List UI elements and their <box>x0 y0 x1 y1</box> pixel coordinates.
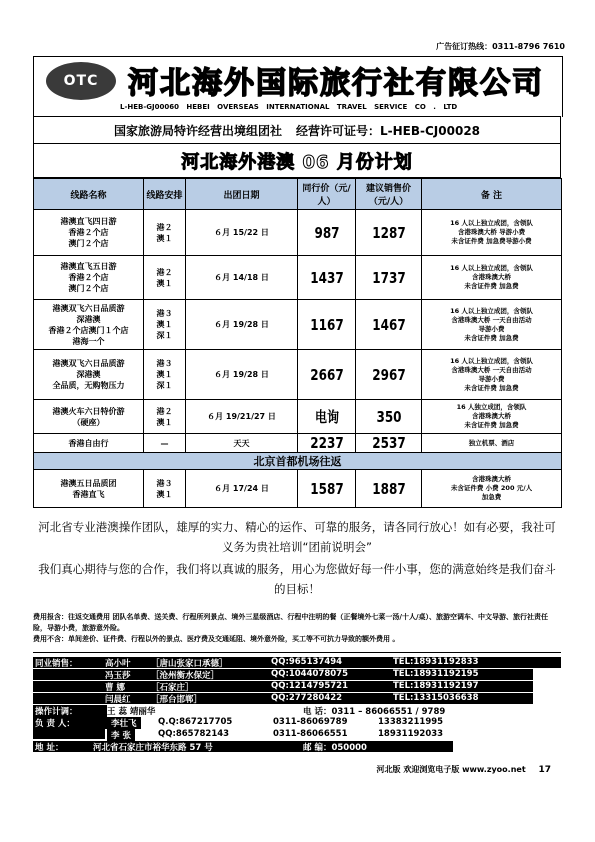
license-authority: 国家旅游局特许经营出境组团社 <box>113 123 282 138</box>
table-row <box>34 210 562 256</box>
cell-line: 16 人以上独立成团，含领队 <box>450 219 533 227</box>
header-peer-price: 同行价（元/人） <box>298 179 356 210</box>
sales-qq: QQ:277280422 <box>271 693 343 703</box>
ops-row <box>33 705 561 716</box>
ops-names: 王 蕊 靖丽华 <box>107 707 156 717</box>
promo-paragraph-1: 河北省专业港澳操作团队，雄厚的实力、精心的运作、可靠的服务，请各同行放心！如有必要，我社可义务为贵社培训“团前说明会” <box>38 520 556 554</box>
cell-line: 港澳双飞六日品质游 <box>52 303 125 313</box>
route-notes <box>422 400 562 434</box>
route-notes <box>422 434 562 453</box>
ad-hotline: 广告征订热线：0311-8796 7610 <box>436 42 565 51</box>
cell-line: 加急费 <box>481 493 502 501</box>
manager-tel: 0311-86066551 <box>273 729 348 739</box>
page-number: 17 <box>538 765 551 775</box>
manager-label: 负 责 人： <box>33 717 107 729</box>
peer-price: 987 <box>303 210 349 256</box>
sales-name: 曹 娜 <box>105 683 125 693</box>
route-schedule <box>144 434 186 453</box>
cell-line: 澳门２个店 <box>68 239 109 248</box>
retail-price: 1467 <box>362 300 415 350</box>
header-route-name: 线路名称 <box>34 179 144 210</box>
cell-line: 澳门２个店 <box>68 284 109 293</box>
manager-mobile: 13383211995 <box>378 717 444 727</box>
cell-line: 含港珠澳大桥 <box>472 273 511 281</box>
table-row <box>34 300 562 350</box>
section-title: 北京首都机场往返 <box>34 453 562 470</box>
retail-price: 2537 <box>362 434 415 453</box>
promo-block <box>33 517 561 599</box>
route-schedule <box>144 470 186 508</box>
cell-line: 港２ <box>156 222 173 232</box>
retail-price: 1737 <box>362 256 415 300</box>
header-retail-price: 建议销售价（元/人） <box>356 179 422 210</box>
cell-line: 港３ <box>156 359 173 368</box>
retail-price: 2967 <box>362 350 415 400</box>
cell-line: 港３ <box>156 478 173 488</box>
sales-qq: QQ:1044078075 <box>271 669 348 679</box>
peer-price: 2667 <box>303 350 349 400</box>
table-row <box>34 256 562 300</box>
sales-label: 同业销售： <box>35 659 78 669</box>
postcode: 邮 编：050000 <box>303 743 367 753</box>
departure-date: ６月 19/28 日 <box>186 300 298 350</box>
ops-tel: 电 话：0311 – 86066551 / 9789 <box>303 707 446 717</box>
table-row <box>34 470 562 508</box>
cell-line: 未含证件费 加急费 <box>464 383 519 392</box>
cell-line: 含港珠澳大桥 一天自由活动 <box>451 365 532 374</box>
retail-price: 1887 <box>362 470 415 508</box>
route-name <box>34 210 144 256</box>
route-schedule <box>144 210 186 256</box>
cell-line: 导游小费 <box>478 324 505 333</box>
footer-text: 河北版 欢迎浏览电子版 www.zyoo.net <box>376 765 526 774</box>
sales-row-1 <box>33 657 561 668</box>
route-name <box>34 350 144 400</box>
cell-line: 未含证件费 加急费 <box>464 421 519 429</box>
plan-title: 河北海外港澳 06 月份计划 <box>33 144 561 178</box>
departure-date: ６月 19/21/27 日 <box>186 400 298 434</box>
address-label: 地 址： <box>35 743 64 753</box>
cell-line: 澳１ <box>156 370 173 379</box>
cell-line: 16 人以上独立成团，含领队 <box>450 356 533 365</box>
route-schedule <box>144 400 186 434</box>
header-date: 出团日期 <box>186 179 298 210</box>
manager-qq: Q.Q:867217705 <box>158 717 233 727</box>
sales-tel: TEL:18931192197 <box>393 681 479 691</box>
cell-line: （硬座） <box>72 417 105 427</box>
cell-line: 含港珠澳大桥 <box>472 475 511 483</box>
cell-line: 未含证件费 小费 200 元/人 <box>450 484 533 492</box>
cell-line: 香港自由行 <box>68 438 109 448</box>
manager-mobile: 18931192033 <box>378 729 444 739</box>
address-row <box>33 741 453 752</box>
header-notes: 备 注 <box>422 179 562 210</box>
license-number: 经营许可证号：L-HEB-CJ00028 <box>296 123 481 138</box>
header-schedule: 线路安排 <box>144 179 186 210</box>
sales-tel: TEL:18931192833 <box>393 657 479 667</box>
peer-price: 1167 <box>303 300 349 350</box>
sales-name: 闫晨红 <box>105 695 131 705</box>
cell-line: 未含证件费 加急费 <box>464 333 519 342</box>
page-footer <box>377 764 551 775</box>
route-name <box>34 400 144 434</box>
cell-line: 香港２个店 <box>68 273 109 282</box>
address: 河北省石家庄市裕华东路 57 号 <box>93 743 213 753</box>
routes-table <box>33 178 562 508</box>
cell-line: 港澳五日品质团 <box>60 478 117 488</box>
sales-qq: QQ:1214795721 <box>271 681 348 691</box>
peer-price: 2237 <box>303 434 349 453</box>
ops-label: 操作计调： <box>33 705 107 717</box>
company-logo: OTC <box>46 62 116 100</box>
cell-line: 导游小费 <box>478 374 505 383</box>
sales-region: ［沧州衡水保定］ <box>151 671 220 681</box>
sales-region: ［邢台邯郸］ <box>151 695 203 705</box>
cell-line: 香港２个店澳门１个店 <box>48 325 129 335</box>
cell-line: 澳１ <box>156 278 173 288</box>
cell-line: 深１ <box>156 331 173 340</box>
cell-line: 未含证件费 加急费 <box>464 282 519 290</box>
section-header-row <box>34 453 562 470</box>
cell-line: 港澳直飞五日游 <box>60 262 117 271</box>
sales-region: ［石家庄］ <box>151 683 194 693</box>
cell-line: 深港澳 <box>76 314 101 324</box>
cell-line: 含港珠澳大桥 导游小费 <box>457 228 526 236</box>
promo-paragraph-2: 我们真心期待与您的合作，我们将以真诚的服务，用心为您做好每一件小事，您的满意始终是我们奋斗的目标！ <box>38 562 556 596</box>
cell-line: 香港直飞 <box>72 489 105 499</box>
cell-line: 港海一个 <box>72 336 105 346</box>
cell-line: 澳１ <box>156 320 173 329</box>
sales-tel: TEL:13315036638 <box>393 693 479 703</box>
cell-line: 澳１ <box>156 233 173 243</box>
peer-price: 电询 <box>303 400 349 434</box>
cell-line: 独立机票、酒店 <box>468 438 515 447</box>
manager-qq: QQ:865782143 <box>158 729 230 739</box>
cell-line: 含港珠澳大桥 一天自由活动 <box>451 315 532 324</box>
cell-line: 未含证件费 加急费导游小费 <box>451 237 532 245</box>
manager-name: 李 张 <box>107 729 135 741</box>
cell-line: 深港澳 <box>76 370 101 379</box>
license-line <box>33 116 561 144</box>
cell-line: 港２ <box>156 267 173 277</box>
route-name <box>34 300 144 350</box>
cell-line: 港３ <box>156 309 173 318</box>
table-header-row <box>34 179 562 210</box>
fees-included: 费用报含：往返交通费用 团队名单费、送关费、行程所列景点、境外三星级酒店、行程中注明的餐（正餐境外七菜一汤/十人/桌）、旅游空调车、中文导游、旅行社责任险，导游小费，旅游意外险。 <box>33 613 549 632</box>
sales-row-4 <box>33 693 533 704</box>
cell-line: 港澳直飞四日游 <box>60 217 117 226</box>
peer-price: 1587 <box>303 470 349 508</box>
retail-price: 350 <box>362 400 415 434</box>
company-english-name: L-HEB-GJ00060 HEBEI OVERSEAS INTERNATIONAL TRAVEL SERVICE CO . LTD <box>120 103 458 111</box>
manager-name: 李壮飞 <box>107 717 141 729</box>
cell-line: 16 人以上独立成团，含领队 <box>450 264 533 272</box>
table-row <box>34 350 562 400</box>
contacts-block <box>33 652 561 757</box>
sales-row-2 <box>33 669 533 680</box>
peer-price: 1437 <box>303 256 349 300</box>
route-schedule <box>144 256 186 300</box>
sales-region: ［唐山张家口承德］ <box>151 659 228 669</box>
table-row <box>34 434 562 453</box>
departure-date: ６月 15/22 日 <box>186 210 298 256</box>
departure-date: ６月 19/28 日 <box>186 350 298 400</box>
route-schedule <box>144 300 186 350</box>
sales-name: 高小叶 <box>105 659 131 669</box>
table-row <box>34 400 562 434</box>
route-notes <box>422 470 562 508</box>
sales-name: 冯玉莎 <box>105 671 131 681</box>
manager-tel: 0311-86069789 <box>273 717 348 727</box>
sales-tel: TEL:18931192195 <box>393 669 479 679</box>
cell-line: 港２ <box>156 406 173 416</box>
route-notes <box>422 256 562 300</box>
cell-line: 深１ <box>156 381 173 390</box>
cell-line: 含港珠澳大桥 <box>472 412 511 420</box>
cell-line: 香港２个店 <box>68 228 109 237</box>
departure-date: ６月 14/18 日 <box>186 256 298 300</box>
company-name: 河北海外国际旅行社有限公司 <box>128 66 544 101</box>
manager-label-blank <box>33 729 105 739</box>
route-name <box>34 434 144 453</box>
cell-line: 港澳双飞六日品质游 <box>52 359 125 368</box>
fees-excluded: 费用不含：单间差价、证件费、行程以外的景点、医疗费及交通延阻、境外意外险，买工等不可抗力导致的额外费用 。 <box>33 635 400 643</box>
route-name <box>34 256 144 300</box>
cell-line: 16 人独立成团，含领队 <box>456 403 527 411</box>
sales-row-3 <box>33 681 533 692</box>
route-notes <box>422 210 562 256</box>
cell-line: 澳１ <box>156 417 173 427</box>
fee-terms <box>33 612 561 645</box>
departure-date: ６月 17/24 日 <box>186 470 298 508</box>
departure-date: 天天 <box>186 434 298 453</box>
cell-line: 16 人以上独立成团，含领队 <box>450 306 533 315</box>
cell-line: 全品质，无购物压力 <box>52 381 125 390</box>
cell-line: 澳１ <box>156 489 173 499</box>
cell-line: 港澳火车六日特价游 <box>52 406 125 416</box>
manager-row-1 <box>33 717 561 728</box>
cell-line: — <box>160 438 169 448</box>
route-schedule <box>144 350 186 400</box>
route-name <box>34 470 144 508</box>
manager-row-2 <box>33 729 561 740</box>
sales-qq: QQ:965137494 <box>271 657 343 667</box>
retail-price: 1287 <box>362 210 415 256</box>
route-notes <box>422 300 562 350</box>
route-notes <box>422 350 562 400</box>
